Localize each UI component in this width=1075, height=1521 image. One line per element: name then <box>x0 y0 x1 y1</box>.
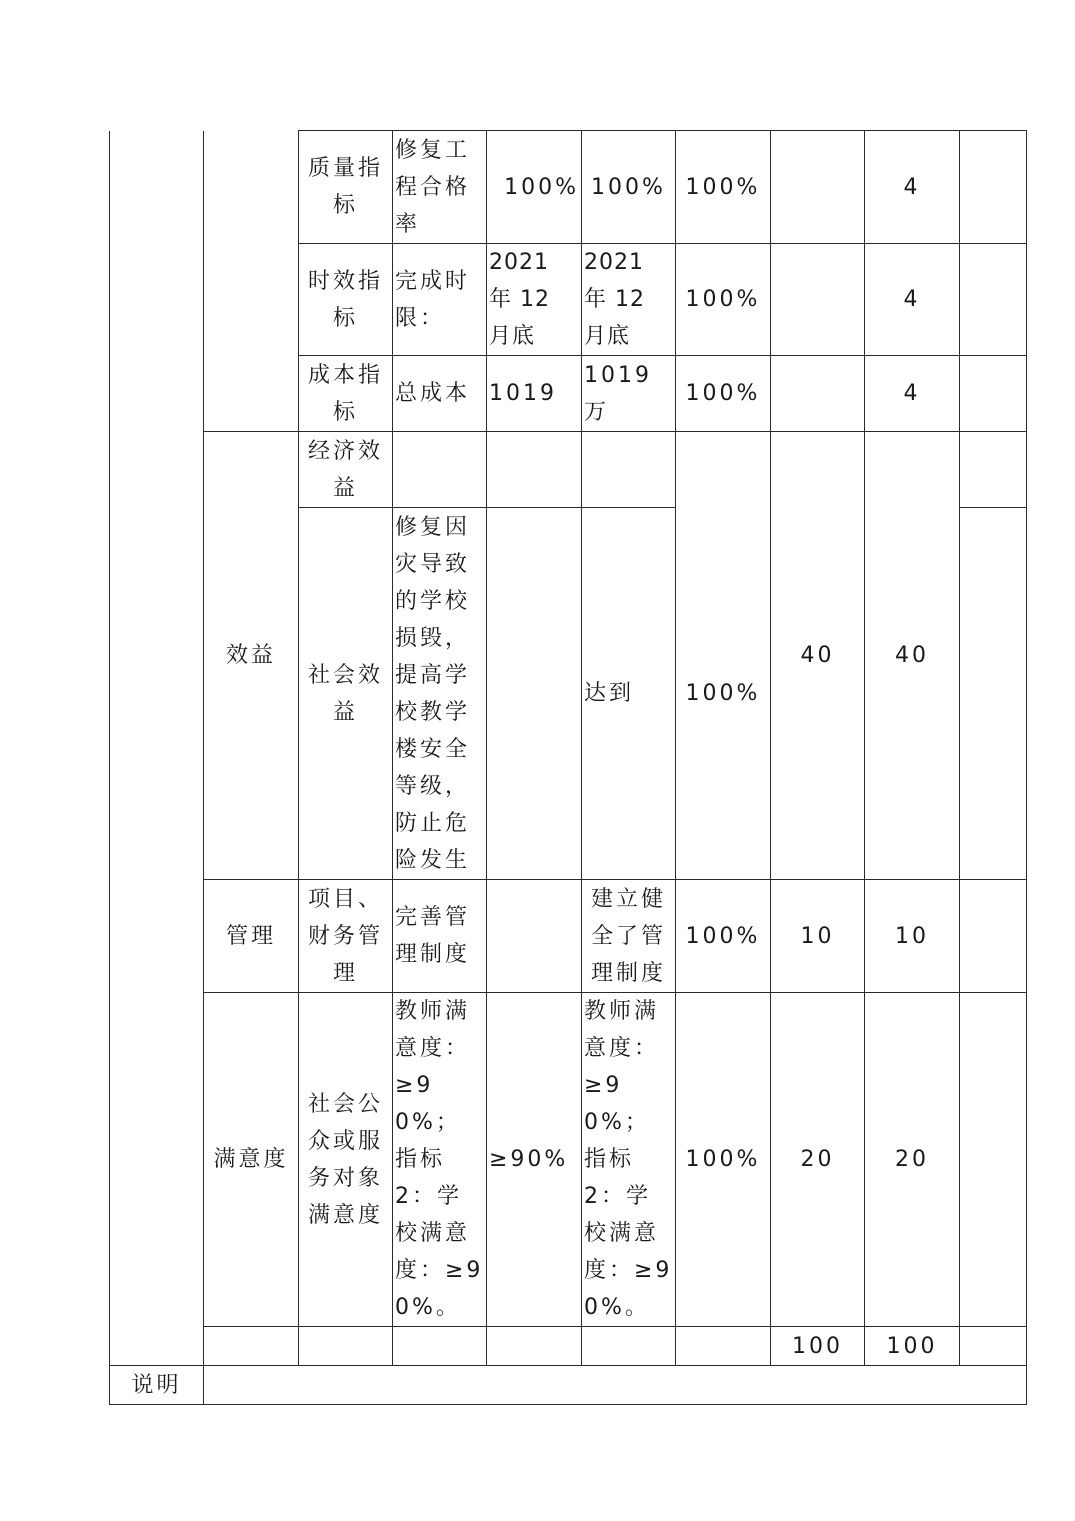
quality-remark <box>960 131 1027 244</box>
table-row-total <box>110 1327 1027 1366</box>
quality-score: 4 <box>865 131 960 244</box>
total-cell-1 <box>204 1327 299 1366</box>
table-row-note <box>110 1366 1027 1405</box>
social-remark <box>960 508 1027 880</box>
quality-actual: 100% <box>582 131 676 244</box>
total-remark <box>960 1327 1027 1366</box>
social-rate: 100% <box>676 508 771 880</box>
total-score: 100 <box>865 1327 960 1366</box>
total-cell-6 <box>676 1327 771 1366</box>
total-weight: 100 <box>771 1327 865 1366</box>
cost-target: 1019 <box>487 356 582 432</box>
quality-weight <box>771 131 865 244</box>
total-cell-5 <box>582 1327 676 1366</box>
cost-weight <box>771 356 865 432</box>
economic-rate <box>676 432 771 508</box>
management-score: 10 <box>865 880 960 993</box>
management-indicator: 项目、财务管理 <box>299 880 393 993</box>
social-actual: 达到 <box>582 508 676 880</box>
table-row-satisfaction <box>110 993 1027 1327</box>
economic-item <box>393 432 487 508</box>
management-target <box>487 880 582 993</box>
economic-target <box>487 432 582 508</box>
social-indicator: 社会效益 <box>299 508 393 880</box>
timeliness-score: 4 <box>865 244 960 356</box>
economic-actual <box>582 432 676 508</box>
note-label: 说明 <box>110 1366 204 1405</box>
table-row-economic-benefit <box>110 432 1027 508</box>
cost-item: 总成本 <box>393 356 487 432</box>
satisfaction-rate: 100% <box>676 993 771 1327</box>
benefit-score: 40 <box>865 432 960 880</box>
outer-category-cell <box>110 131 204 1366</box>
timeliness-indicator: 时效指标 <box>299 244 393 356</box>
cost-indicator: 成本指标 <box>299 356 393 432</box>
social-target <box>487 508 582 880</box>
management-category: 管理 <box>204 880 299 993</box>
management-weight: 10 <box>771 880 865 993</box>
satisfaction-category: 满意度 <box>204 993 299 1327</box>
total-cell-2 <box>299 1327 393 1366</box>
benefit-weight: 40 <box>771 432 865 880</box>
economic-indicator: 经济效益 <box>299 432 393 508</box>
satisfaction-remark <box>960 993 1027 1327</box>
satisfaction-item: 教师满意度：≥90%；指标 2：学校满意度：≥90%。 <box>393 993 487 1327</box>
table-row-quality <box>110 131 1027 244</box>
satisfaction-score: 20 <box>865 993 960 1327</box>
satisfaction-target: ≥90% <box>487 993 582 1327</box>
management-actual: 建立健全了管理制度 <box>582 880 676 993</box>
output-category-cell <box>204 131 299 432</box>
timeliness-item: 完成时限： <box>393 244 487 356</box>
social-item: 修复因灾导致的学校损毁，提高学校教学楼安全等级，防止危险发生 <box>393 508 487 880</box>
timeliness-target: 2021 年 12 月底 <box>487 244 582 356</box>
timeliness-rate: 100% <box>676 244 771 356</box>
total-cell-3 <box>393 1327 487 1366</box>
quality-indicator: 质量指标 <box>299 131 393 244</box>
quality-target: 100% <box>487 131 582 244</box>
management-rate: 100% <box>676 880 771 993</box>
cost-remark <box>960 356 1027 432</box>
economic-remark <box>960 432 1027 508</box>
cost-score: 4 <box>865 356 960 432</box>
satisfaction-weight: 20 <box>771 993 865 1327</box>
management-item: 完善管理制度 <box>393 880 487 993</box>
cost-actual: 1019 万 <box>582 356 676 432</box>
quality-rate: 100% <box>676 131 771 244</box>
timeliness-actual: 2021 年 12 月底 <box>582 244 676 356</box>
note-content <box>204 1366 1027 1405</box>
performance-evaluation-table <box>109 130 1027 1405</box>
timeliness-remark <box>960 244 1027 356</box>
cost-rate: 100% <box>676 356 771 432</box>
quality-item: 修复工程合格率 <box>393 131 487 244</box>
benefit-category: 效益 <box>204 432 299 880</box>
total-cell-4 <box>487 1327 582 1366</box>
satisfaction-indicator: 社会公众或服务对象满意度 <box>299 993 393 1327</box>
table-row-management <box>110 880 1027 993</box>
management-remark <box>960 880 1027 993</box>
timeliness-weight <box>771 244 865 356</box>
satisfaction-actual: 教师满意度：≥90%；指标 2：学校满意度：≥90%。 <box>582 993 676 1327</box>
